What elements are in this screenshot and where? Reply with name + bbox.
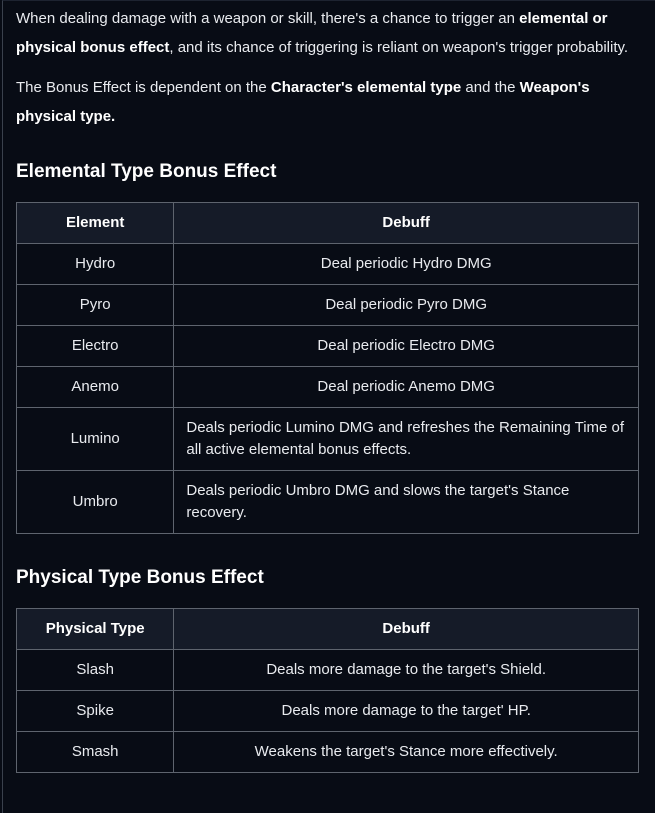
- paragraph-text: The Bonus Effect is dependent on the: [16, 79, 271, 96]
- debuff-cell: Weakens the target's Stance more effectively.: [174, 732, 639, 773]
- column-header-physical-type: Physical Type: [17, 609, 174, 650]
- table-row: [17, 367, 639, 408]
- type-cell: Smash: [17, 732, 174, 773]
- type-cell: Slash: [17, 650, 174, 691]
- physical-bonus-table: [16, 608, 639, 773]
- table-row: [17, 244, 639, 285]
- paragraph-text: When dealing damage with a weapon or skill, there's a chance to trigger an: [16, 10, 520, 27]
- debuff-cell: Deals more damage to the target's Shield.: [174, 650, 639, 691]
- type-cell: Spike: [17, 691, 174, 732]
- section-heading-elemental: Elemental Type Bonus Effect: [16, 161, 277, 182]
- column-header-element: Element: [17, 203, 174, 244]
- table-header: [17, 203, 639, 244]
- debuff-cell: Deals periodic Umbro DMG and slows the target's Stance recovery.: [174, 471, 639, 534]
- debuff-cell: Deal periodic Electro DMG: [174, 326, 639, 367]
- type-cell: Pyro: [17, 285, 174, 326]
- debuff-cell: Deals periodic Lumino DMG and refreshes the Remaining Time of all active elemental bonus effects.: [174, 408, 639, 471]
- table-row: [17, 326, 639, 367]
- column-header-debuff: Debuff: [174, 203, 639, 244]
- intro-paragraph-2: [16, 73, 639, 131]
- type-cell: Lumino: [17, 408, 174, 471]
- type-cell: Hydro: [17, 244, 174, 285]
- emphasis-text: Character's elemental type: [270, 79, 462, 96]
- table-row: [17, 691, 639, 732]
- section-heading-physical: Physical Type Bonus Effect: [16, 567, 264, 588]
- table-row: [17, 285, 639, 326]
- intro-paragraph-1: [16, 4, 639, 62]
- emphasis-text: elemental or physical bonus effect: [16, 10, 608, 56]
- emphasis-text: Weapon's physical type.: [16, 79, 590, 125]
- table-header: [17, 609, 639, 650]
- table-row: [17, 732, 639, 773]
- type-cell: Anemo: [17, 367, 174, 408]
- table-header-row: [17, 609, 639, 650]
- debuff-cell: Deal periodic Anemo DMG: [174, 367, 639, 408]
- debuff-cell: Deal periodic Pyro DMG: [174, 285, 639, 326]
- debuff-cell: Deals more damage to the target' HP.: [174, 691, 639, 732]
- paragraph-text: and the: [461, 79, 520, 96]
- elemental-bonus-table: [16, 202, 639, 534]
- debuff-cell: Deal periodic Hydro DMG: [174, 244, 639, 285]
- table-row: [17, 471, 639, 534]
- wiki-content-page: [2, 0, 655, 813]
- table-row: [17, 408, 639, 471]
- type-cell: Electro: [17, 326, 174, 367]
- table-header-row: [17, 203, 639, 244]
- column-header-debuff: Debuff: [174, 609, 639, 650]
- type-cell: Umbro: [17, 471, 174, 534]
- table-row: [17, 650, 639, 691]
- paragraph-text: , and its chance of triggering is reliant on weapon's trigger probability.: [169, 39, 629, 56]
